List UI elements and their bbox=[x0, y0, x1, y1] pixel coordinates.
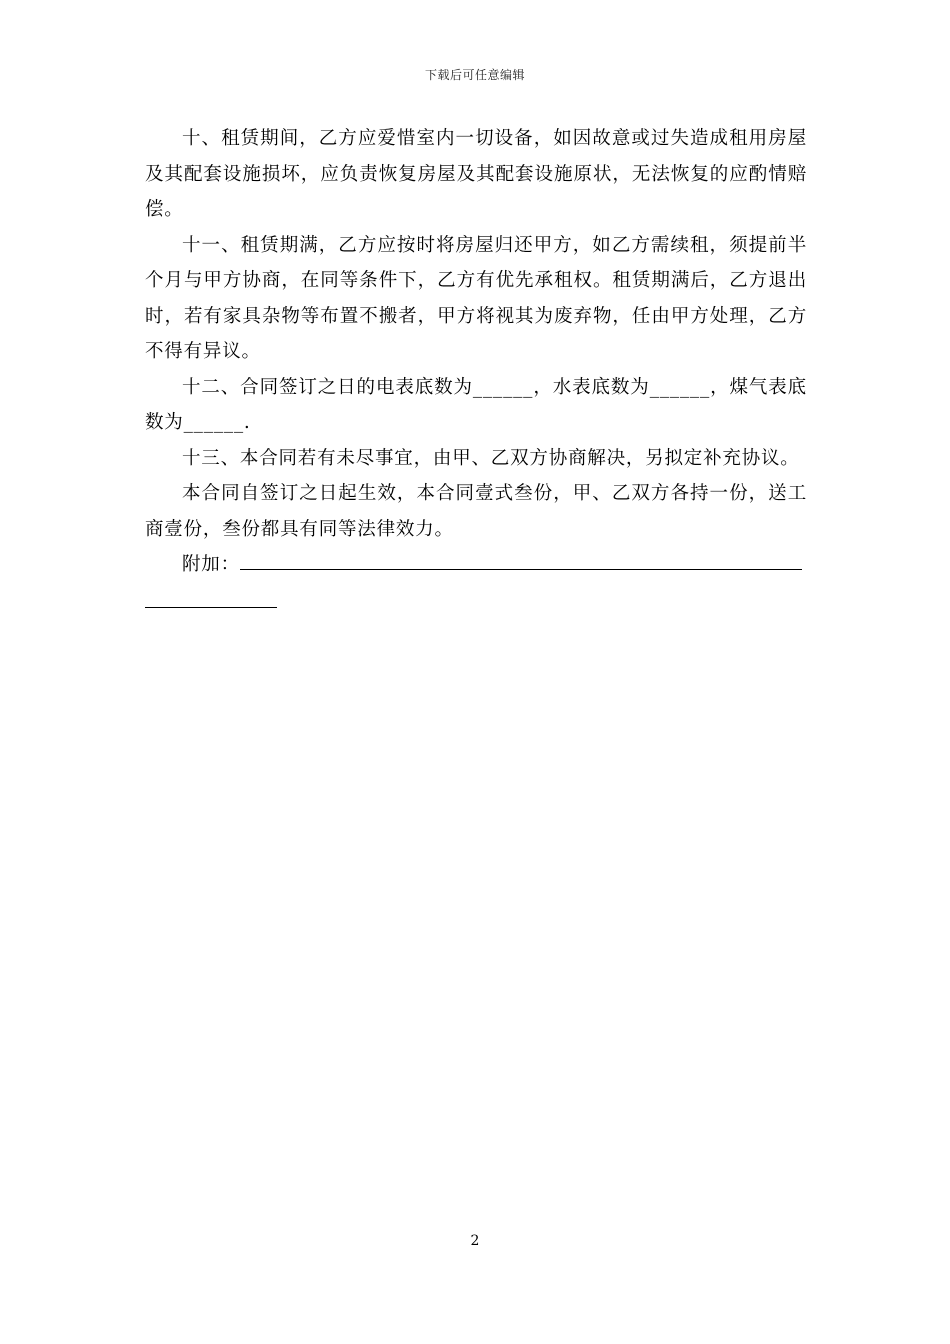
gas-meter-blank: ______ bbox=[183, 412, 244, 433]
clause-12-part2: ，水表底数为 bbox=[533, 376, 650, 398]
clause-13: 十三、本合同若有未尽事宜，由甲、乙双方协商解决，另拟定补充协议。 bbox=[182, 447, 800, 469]
clause-11: 十一、租赁期满，乙方应按时将房屋归还甲方，如乙方需续租，须提前半个月与甲方协商，在同等条件下，乙方有优先承租权。租赁期满后，乙方退出时，若有家具杂物等布置不搬者，甲方将视其为废弃物，任由甲方处理，乙方不得有异议。 bbox=[145, 234, 807, 362]
effective-clause: 本合同自签订之日起生效，本合同壹式叁份，甲、乙双方各持一份，送工商壹份，叁份都具有同等法律效力。 bbox=[145, 483, 807, 540]
electric-meter-blank: ______ bbox=[472, 376, 534, 398]
page-number: 2 bbox=[470, 1233, 480, 1249]
clause-12-part1: 十二、合同签订之日的电表底数为 bbox=[182, 376, 473, 398]
attachment-line bbox=[240, 547, 802, 570]
header-note: 下载后可任意编辑 bbox=[424, 68, 525, 82]
clause-10: 十、租赁期间，乙方应爱惜室内一切设备，如因故意或过失造成租用房屋及其配套设施损坏，应负责恢复房屋及其配套设施原状，无法恢复的应酌情赔偿。 bbox=[145, 128, 807, 220]
clause-12 bbox=[145, 370, 807, 441]
attachment-row bbox=[145, 547, 807, 583]
water-meter-blank: ______ bbox=[649, 376, 711, 398]
clause-12-part4: . bbox=[243, 412, 251, 433]
attachment-label: 附加： bbox=[182, 554, 240, 575]
attachment-line-continued bbox=[145, 583, 277, 608]
clause-12-part3: ，煤气表底数为 bbox=[145, 376, 807, 433]
document-body bbox=[145, 121, 807, 608]
